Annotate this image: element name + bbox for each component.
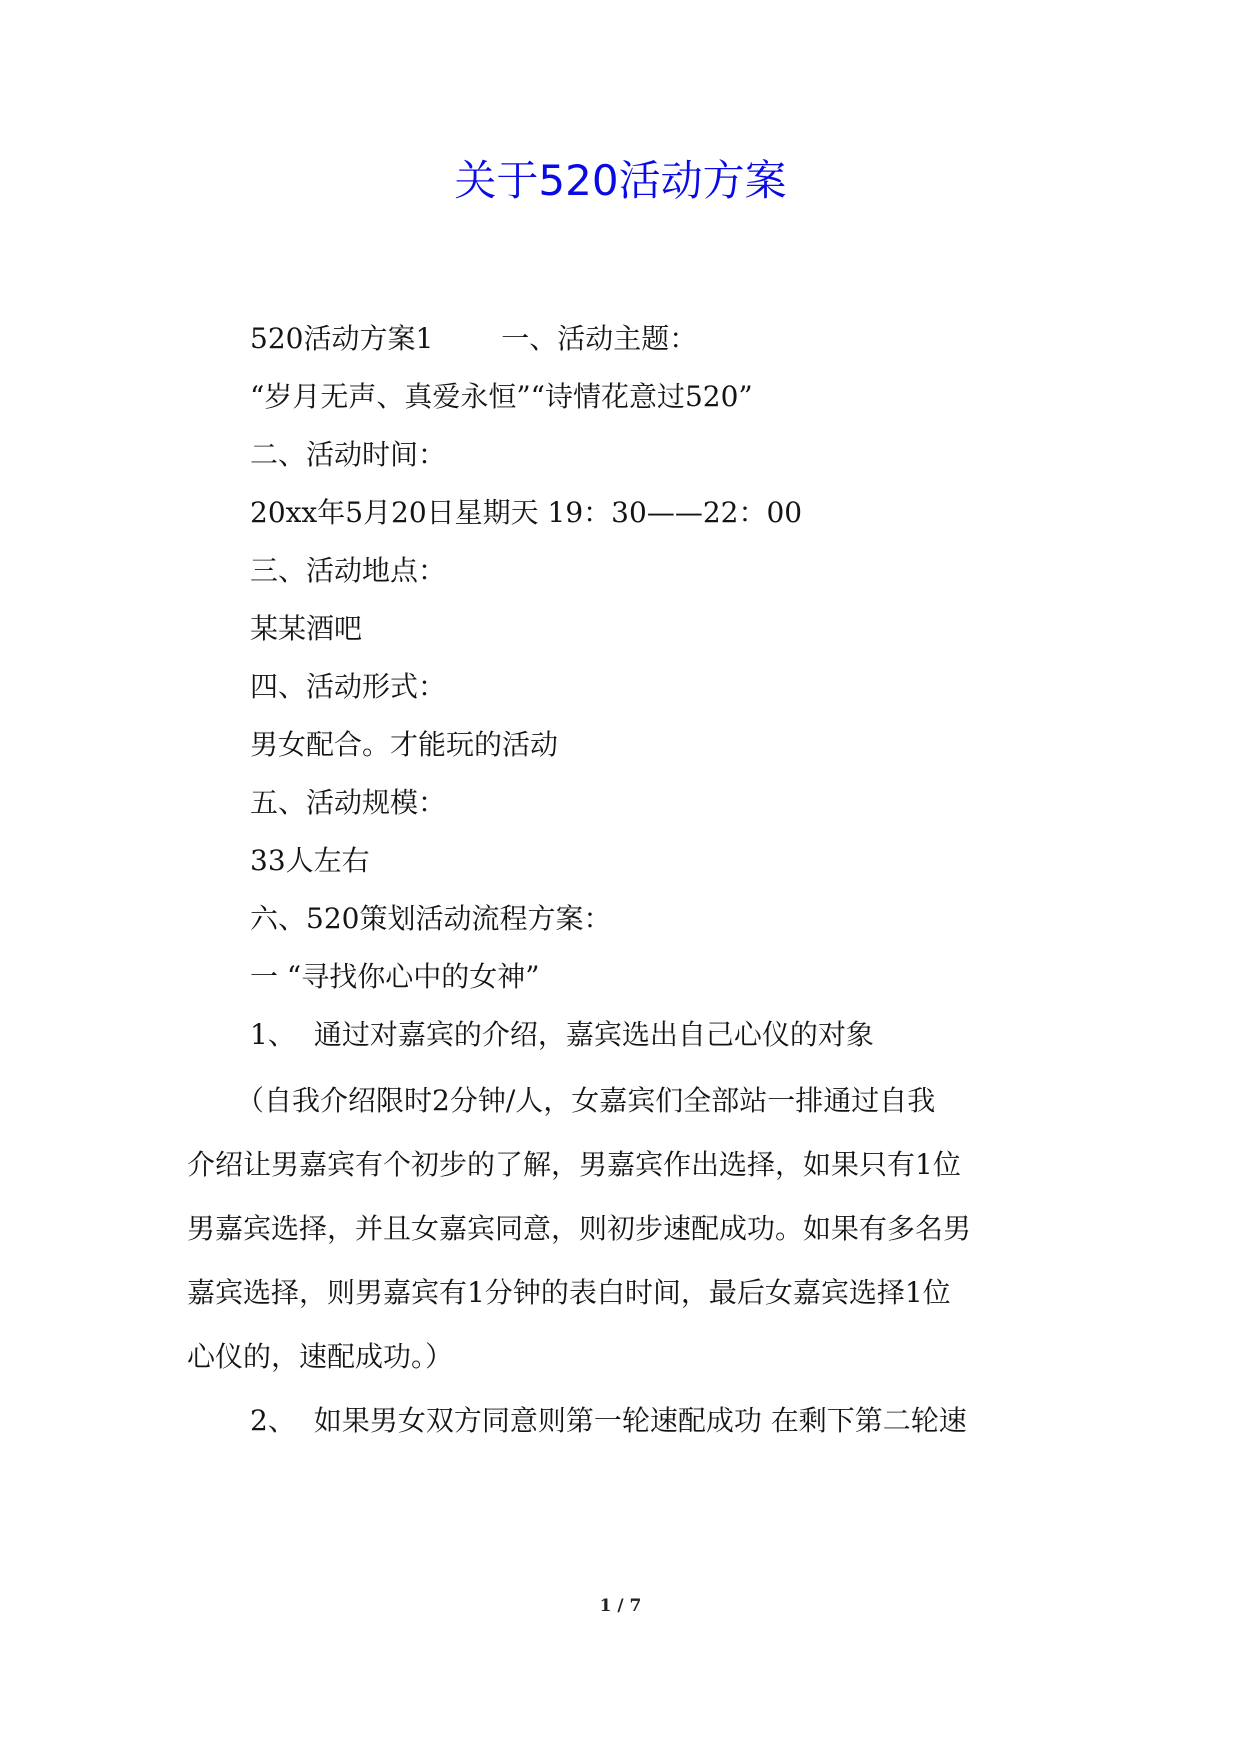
section-heading: 四、活动形式： bbox=[250, 670, 447, 703]
paragraph-line: 心仪的，速配成功。） bbox=[187, 1340, 454, 1373]
section-heading: 一、活动主题： bbox=[501, 322, 698, 355]
section-heading: 二、活动时间： bbox=[250, 438, 447, 471]
paragraph-line: 嘉宾选择，则男嘉宾有1分钟的表白时间，最后女嘉宾选择1位 bbox=[187, 1276, 951, 1309]
body-line: 33人左右 bbox=[250, 844, 370, 877]
body-line: 男女配合。才能玩的活动 bbox=[250, 728, 559, 761]
heading-line bbox=[250, 319, 697, 359]
page-number: 1 / 7 bbox=[599, 1596, 642, 1616]
body-line: 一 “寻找你心中的女神” bbox=[250, 960, 540, 993]
body-line: 某某酒吧 bbox=[250, 612, 363, 645]
body-line: “岁月无声、真爱永恒”“诗情花意过520” bbox=[250, 380, 753, 413]
paragraph-line: 男嘉宾选择，并且女嘉宾同意，则初步速配成功。如果有多名男 bbox=[187, 1212, 972, 1245]
section-heading: 三、活动地点： bbox=[250, 554, 447, 587]
list-number: 1、 bbox=[250, 1018, 296, 1051]
list-number: 2、 bbox=[250, 1404, 296, 1437]
document-title: 关于520活动方案 bbox=[454, 156, 787, 205]
paragraph-line: 介绍让男嘉宾有个初步的了解，男嘉宾作出选择，如果只有1位 bbox=[187, 1148, 961, 1181]
section-heading: 五、活动规模： bbox=[250, 786, 447, 819]
section-heading: 六、520策划活动流程方案： bbox=[250, 902, 612, 935]
list-text: 通过对嘉宾的介绍，嘉宾选出自己心仪的对象 bbox=[313, 1018, 874, 1051]
plan-label: 520活动方案1 bbox=[250, 322, 434, 355]
list-text: 如果男女双方同意则第一轮速配成功 在剩下第二轮速 bbox=[313, 1404, 967, 1437]
list-item bbox=[250, 1015, 874, 1055]
body-line: 20xx年5月20日星期天 19：30——22：00 bbox=[250, 496, 803, 529]
list-item bbox=[250, 1401, 967, 1441]
paragraph-line: （自我介绍限时2分钟/人，女嘉宾们全部站一排通过自我 bbox=[236, 1084, 936, 1117]
